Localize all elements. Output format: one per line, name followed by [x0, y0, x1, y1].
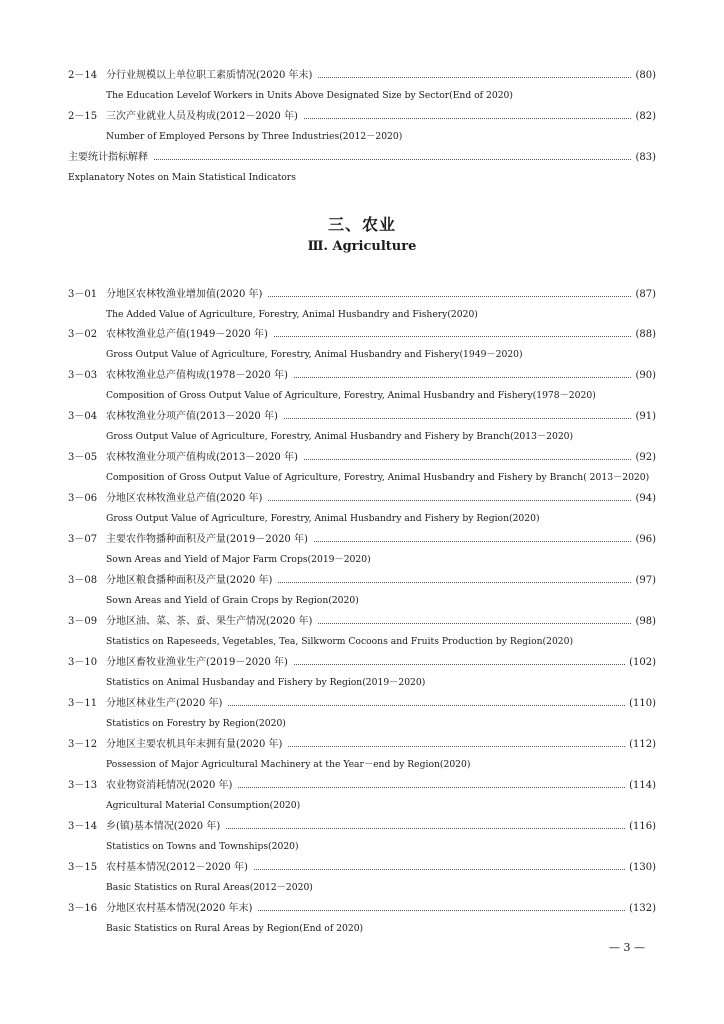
entry-title-zh: 分地区农林牧渔业增加值(2020 年)	[106, 289, 263, 300]
entry-title-en: Sown Areas and Yield of Major Farm Crops(2019－2020)	[106, 554, 371, 565]
entry-page: (98)	[635, 616, 656, 627]
toc-entry[interactable]	[68, 697, 656, 730]
entry-number: 3－13	[68, 780, 98, 791]
entry-title-zh: 分地区林业生产(2020 年)	[106, 698, 223, 709]
entry-title-en: Possession of Major Agricultural Machinery at the Year－end by Region(2020)	[106, 759, 471, 770]
entry-title-en: Statistics on Forestry by Region(2020)	[106, 718, 286, 729]
toc-entry[interactable]	[68, 369, 656, 402]
entry-number: 3－14	[68, 821, 98, 832]
toc-entry[interactable]	[68, 69, 656, 102]
entry-page: (91)	[635, 411, 656, 422]
toc-entry[interactable]	[68, 110, 656, 143]
entry-title-en: Gross Output Value of Agriculture, Forestry, Animal Husbandry and Fishery(1949－2020)	[106, 349, 523, 360]
entry-title-zh: 农林牧渔业分项产值(2013－2020 年)	[106, 411, 278, 422]
leader-dots	[278, 582, 631, 583]
entry-title-zh: 农林牧渔业总产值(1949－2020 年)	[106, 329, 268, 340]
entry-page: (132)	[629, 903, 656, 914]
entry-title-en: Basic Statistics on Rural Areas(2012－2020)	[106, 882, 313, 893]
toc-entry[interactable]	[68, 574, 656, 607]
entry-title-en: The Education Levelof Workers in Units Above Designated Size by Sector(End of 2020)	[106, 90, 513, 101]
leader-dots	[228, 705, 625, 706]
entry-number: 3－03	[68, 370, 98, 381]
entry-title-en: Statistics on Towns and Townships(2020)	[106, 841, 299, 852]
entry-number: 3－10	[68, 657, 98, 668]
entry-title-zh: 分地区农村基本情况(2020 年末)	[106, 903, 253, 914]
entry-number: 3－01	[68, 289, 98, 300]
entry-title-en: Composition of Gross Output Value of Agriculture, Forestry, Animal Husbandry and Fishery by Branch( 2013－2020)	[106, 472, 650, 483]
leader-dots	[268, 296, 631, 297]
entry-page: (87)	[635, 289, 656, 300]
toc-entry[interactable]	[68, 902, 656, 935]
entry-number: 3－15	[68, 862, 98, 873]
leader-dots	[304, 118, 632, 119]
toc-entry[interactable]	[68, 492, 656, 525]
entry-page: (130)	[629, 862, 656, 873]
entry-title-zh: 乡(镇)基本情况(2020 年)	[106, 821, 221, 832]
entry-page: (116)	[629, 821, 656, 832]
toc-entry[interactable]	[68, 410, 656, 443]
entry-title-zh: 三次产业就业人员及构成(2012－2020 年)	[106, 111, 298, 122]
entry-page: (80)	[635, 70, 656, 81]
leader-dots	[284, 418, 632, 419]
entry-title-zh: 分地区油、菜、茶、蚕、果生产情况(2020 年)	[106, 616, 313, 627]
leader-dots	[226, 828, 625, 829]
entry-title-en: The Added Value of Agriculture, Forestry, Animal Husbandry and Fishery(2020)	[106, 309, 478, 320]
leader-dots	[268, 500, 631, 501]
page-number: — 3 —	[609, 941, 645, 954]
entry-title-zh: 农林牧渔业分项产值构成(2013－2020 年)	[106, 452, 298, 463]
entry-title-zh: 主要统计指标解释	[68, 152, 148, 163]
entry-title-zh: 农村基本情况(2012－2020 年)	[106, 862, 248, 873]
entry-title-zh: 农业物资消耗情况(2020 年)	[106, 780, 233, 791]
entry-number: 3－09	[68, 616, 98, 627]
leader-dots	[318, 623, 631, 624]
entry-page: (94)	[635, 493, 656, 504]
entry-title-en: Basic Statistics on Rural Areas by Region(End of 2020)	[106, 923, 364, 934]
section-title-zh: 三、农业	[327, 215, 396, 234]
leader-dots	[304, 459, 632, 460]
leader-dots	[254, 869, 625, 870]
entry-title-zh: 分地区农林牧渔业总产值(2020 年)	[106, 493, 263, 504]
leader-dots	[314, 541, 632, 542]
leader-dots	[274, 336, 632, 337]
toc-entry[interactable]	[68, 820, 656, 853]
entry-title-en: Statistics on Rapeseeds, Vegetables, Tea, Silkworm Cocoons and Fruits Production by Region(2020)	[106, 636, 574, 647]
entry-number: 3－06	[68, 493, 98, 504]
entry-number: 3－12	[68, 739, 98, 750]
entry-title-zh: 主要农作物播种面积及产量(2019－2020 年)	[106, 534, 308, 545]
toc-entry[interactable]	[68, 738, 656, 771]
leader-dots	[154, 159, 631, 160]
toc-entry[interactable]	[68, 288, 656, 321]
toc-entry[interactable]	[68, 656, 656, 689]
leader-dots	[294, 377, 632, 378]
entry-number: 3－04	[68, 411, 98, 422]
entry-number: 3－07	[68, 534, 98, 545]
entry-title-en: Gross Output Value of Agriculture, Forestry, Animal Husbandry and Fishery by Branch(2013－2020)	[106, 431, 574, 442]
entry-title-zh: 分地区主要农机具年末拥有量(2020 年)	[106, 739, 283, 750]
entry-number: 3－11	[68, 698, 98, 709]
entry-title-en: Gross Output Value of Agriculture, Forestry, Animal Husbandry and Fishery by Region(2020)	[106, 513, 540, 524]
leader-dots	[288, 746, 625, 747]
entry-title-zh: 分行业规模以上单位职工素质情况(2020 年末)	[106, 70, 313, 81]
entry-number: 3－02	[68, 329, 98, 340]
entry-title-zh: 分地区粮食播种面积及产量(2020 年)	[106, 575, 273, 586]
toc-entry[interactable]	[68, 328, 656, 361]
entry-number: 3－08	[68, 575, 98, 586]
section-title-en: Ⅲ. Agriculture	[307, 239, 417, 254]
toc-entry[interactable]	[68, 451, 656, 484]
entry-title-en: Agricultural Material Consumption(2020)	[106, 800, 301, 811]
entry-title-en: Explanatory Notes on Main Statistical Indicators	[68, 172, 296, 183]
entry-page: (88)	[635, 329, 656, 340]
entry-page: (112)	[629, 739, 656, 750]
entry-page: (82)	[635, 111, 656, 122]
toc-entry[interactable]	[68, 779, 656, 812]
toc-entry[interactable]	[68, 151, 656, 184]
entry-page: (102)	[629, 657, 656, 668]
toc-entry[interactable]	[68, 615, 656, 648]
entry-number: 2－14	[68, 70, 98, 81]
entry-title-en: Sown Areas and Yield of Grain Crops by Region(2020)	[106, 595, 359, 606]
entry-page: (90)	[635, 370, 656, 381]
leader-dots	[258, 910, 625, 911]
entry-page: (83)	[635, 152, 656, 163]
leader-dots	[294, 664, 625, 665]
entry-title-en: Composition of Gross Output Value of Agriculture, Forestry, Animal Husbandry and Fishery(1978－2020)	[106, 390, 596, 401]
entry-number: 3－16	[68, 903, 98, 914]
entry-page: (97)	[635, 575, 656, 586]
toc-entry[interactable]	[68, 533, 656, 566]
entry-title-en: Number of Employed Persons by Three Industries(2012－2020)	[106, 131, 403, 142]
entry-number: 2－15	[68, 111, 98, 122]
leader-dots	[238, 787, 625, 788]
toc-entry[interactable]	[68, 861, 656, 894]
entry-page: (96)	[635, 534, 656, 545]
entry-title-zh: 分地区畜牧业渔业生产(2019－2020 年)	[106, 657, 288, 668]
entry-page: (92)	[635, 452, 656, 463]
entry-page: (110)	[629, 698, 656, 709]
entry-number: 3－05	[68, 452, 98, 463]
entry-title-en: Statistics on Animal Husbanday and Fishery by Region(2019－2020)	[106, 677, 426, 688]
entry-page: (114)	[629, 780, 656, 791]
entry-title-zh: 农林牧渔业总产值构成(1978－2020 年)	[106, 370, 288, 381]
leader-dots	[318, 77, 631, 78]
